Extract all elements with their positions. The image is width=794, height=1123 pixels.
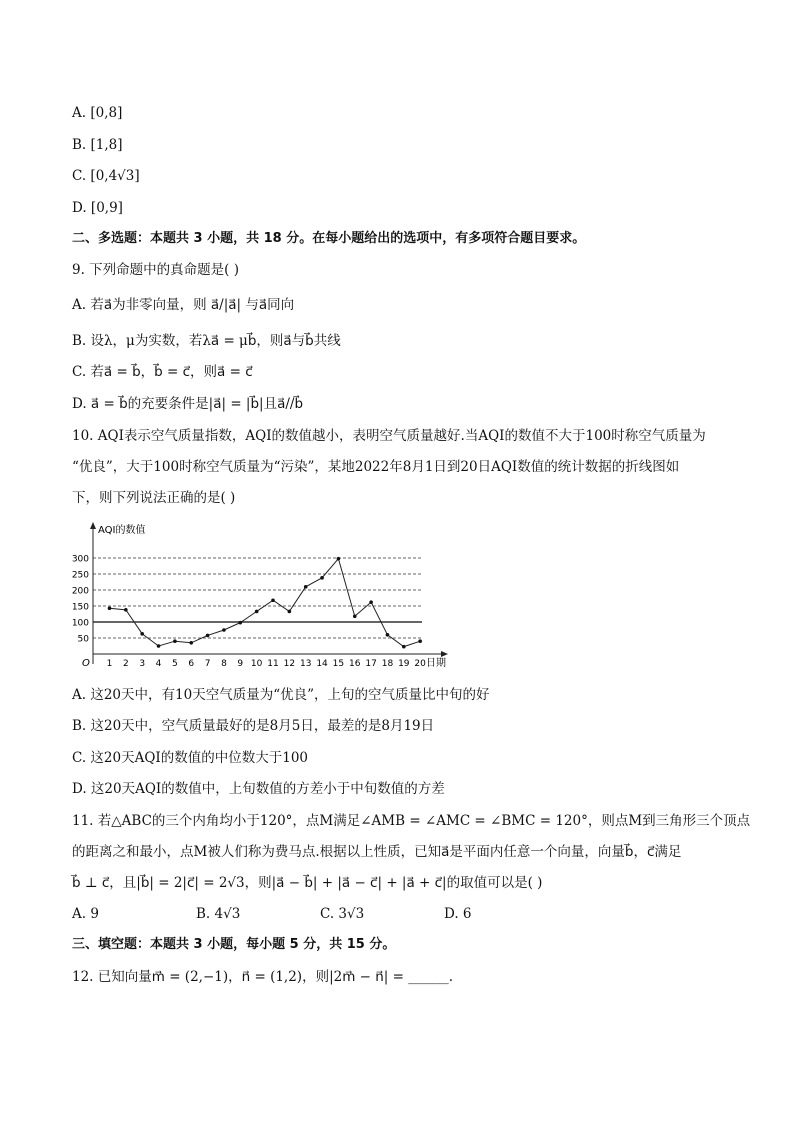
q10-option-b: B. 这20天中，空气质量最好的是8月5日，最差的是8月19日 [72, 718, 435, 734]
q8-option-b: B. [1,8] [72, 137, 123, 153]
y-axis-arrow [90, 522, 96, 529]
q10-option-c: C. 这20天AQI的数值的中位数大于100 [72, 750, 309, 766]
q10-stem-line3: 下，则下列说法正确的是( ) [72, 490, 236, 506]
data-point [255, 610, 259, 614]
data-point [239, 621, 243, 625]
q9-stem: 9. 下列命题中的真命题是( ) [72, 262, 239, 278]
data-point [337, 557, 341, 561]
x-axis-label: 日期 [426, 658, 446, 669]
data-point [304, 585, 308, 589]
data-point [418, 639, 422, 643]
y-axis-label: AQI的数值 [98, 525, 146, 536]
x-tick-label: 13 [299, 659, 312, 669]
data-point [108, 606, 112, 610]
data-point [140, 632, 144, 636]
q10-option-a: A. 这20天中，有10天空气质量为“优良”，上旬的空气质量比中旬的好 [72, 687, 490, 703]
q9-option-d: D. a⃗ = b⃗的充要条件是|a⃗| = |b⃗|且a⃗//b⃗ [72, 396, 304, 412]
q9-option-b: B. 设λ，μ为实数，若λa⃗ = μb⃗，则a⃗与b⃗共线 [72, 333, 341, 349]
q8-option-a: A. [0,8] [72, 105, 123, 121]
origin-label: O [82, 658, 90, 669]
x-tick-label: 9 [237, 659, 244, 669]
data-point [189, 641, 193, 645]
x-tick-label: 17 [365, 659, 377, 669]
q8-option-d: D. [0,9] [72, 200, 123, 216]
data-point [124, 608, 128, 612]
data-point [173, 639, 177, 643]
q11-stem-line1: 11. 若△ABC的三个内角均小于120°，点M满足∠AMB = ∠AMC = ∠BMC = 120°，则点M到三角形三个顶点 [72, 813, 751, 829]
data-point [320, 576, 324, 580]
data-point [353, 614, 357, 618]
x-tick-label: 18 [381, 659, 394, 669]
q9-option-a: A. 若a⃗为非零向量，则 a⃗/|a⃗| 与a⃗同向 [72, 297, 295, 313]
data-point [157, 644, 161, 648]
x-tick-label: 19 [398, 659, 410, 669]
q11-option-d: D. 6 [444, 906, 472, 922]
x-tick-label: 6 [188, 659, 195, 669]
data-point [402, 645, 406, 649]
q11-option-a: A. 9 [72, 906, 99, 922]
x-tick-label: 11 [267, 659, 279, 669]
x-tick-label: 7 [204, 659, 211, 669]
data-point [386, 633, 390, 637]
aqi-series-line [110, 559, 421, 647]
x-tick-label: 15 [332, 659, 345, 669]
aqi-line-chart [72, 519, 462, 669]
chart-grid [93, 558, 422, 638]
x-tick-label: 5 [172, 659, 178, 669]
section3-heading: 三、填空题：本题共 3 小题，每小题 5 分，共 15 分。 [72, 937, 396, 952]
q11-stem-line2: 的距离之和最小，点M被人们称为费马点.根据以上性质，已知a⃗是平面内任意一个向量，向量b⃗，c⃗满足 [72, 844, 682, 860]
q11-options [72, 905, 568, 923]
q10-option-d: D. 这20天AQI的数值中，上旬数值的方差小于中旬数值的方差 [72, 781, 445, 797]
q9-option-c: C. 若a⃗ = b⃗，b⃗ = c⃗，则a⃗ = c⃗ [72, 364, 253, 380]
q8-option-c: C. [0,4√3] [72, 168, 140, 184]
data-point [369, 600, 373, 604]
x-tick-label: 8 [221, 659, 227, 669]
x-tick-label: 4 [155, 659, 162, 669]
y-tick-label: 100 [72, 618, 89, 629]
y-tick-label: 150 [72, 602, 89, 613]
q10-stem-line2: “优良”，大于100时称空气质量为“污染”，某地2022年8月1日到20日AQI数值的统计数据的折线图如 [72, 459, 680, 475]
x-tick-label: 3 [139, 659, 146, 669]
data-point [222, 628, 226, 632]
x-axis-arrow [441, 651, 448, 657]
x-tick-label: 16 [349, 659, 361, 669]
q11-option-c: C. 3√3 [320, 906, 365, 922]
q12-stem: 12. 已知向量m⃗ = (2,−1)，n⃗ = (1,2)，则|2m⃗ − n⃗| = ______. [72, 969, 454, 985]
x-tick-label: 14 [316, 659, 328, 669]
x-tick-label: 2 [122, 659, 129, 669]
x-tick-label: 10 [250, 659, 263, 669]
y-tick-label: 300 [72, 554, 89, 565]
q11-option-b: B. 4√3 [196, 906, 241, 922]
data-point [288, 610, 292, 614]
y-tick-label: 200 [72, 586, 89, 597]
y-tick-label: 250 [72, 570, 89, 581]
x-tick-label: 12 [283, 659, 296, 669]
section2-heading: 二、多选题：本题共 3 小题，共 18 分。在每小题给出的选项中，有多项符合题目要求。 [72, 231, 586, 246]
q11-stem-line3: b⃗ ⊥ c⃗，且|b⃗| = 2|c⃗| = 2√3，则|a⃗ − b⃗| + |a⃗ − c⃗| + |a⃗ + c⃗|的取值可以是( ) [72, 875, 543, 891]
q10-stem-line1: 10. AQI表示空气质量指数，AQI的数值越小，表明空气质量越好.当AQI的数值不大于100时称空气质量为 [72, 428, 706, 444]
x-tick-label: 1 [106, 659, 113, 669]
data-point [271, 598, 275, 602]
y-tick-label: 50 [77, 634, 89, 645]
x-tick-label: 20 [414, 659, 426, 669]
data-point [206, 634, 210, 638]
